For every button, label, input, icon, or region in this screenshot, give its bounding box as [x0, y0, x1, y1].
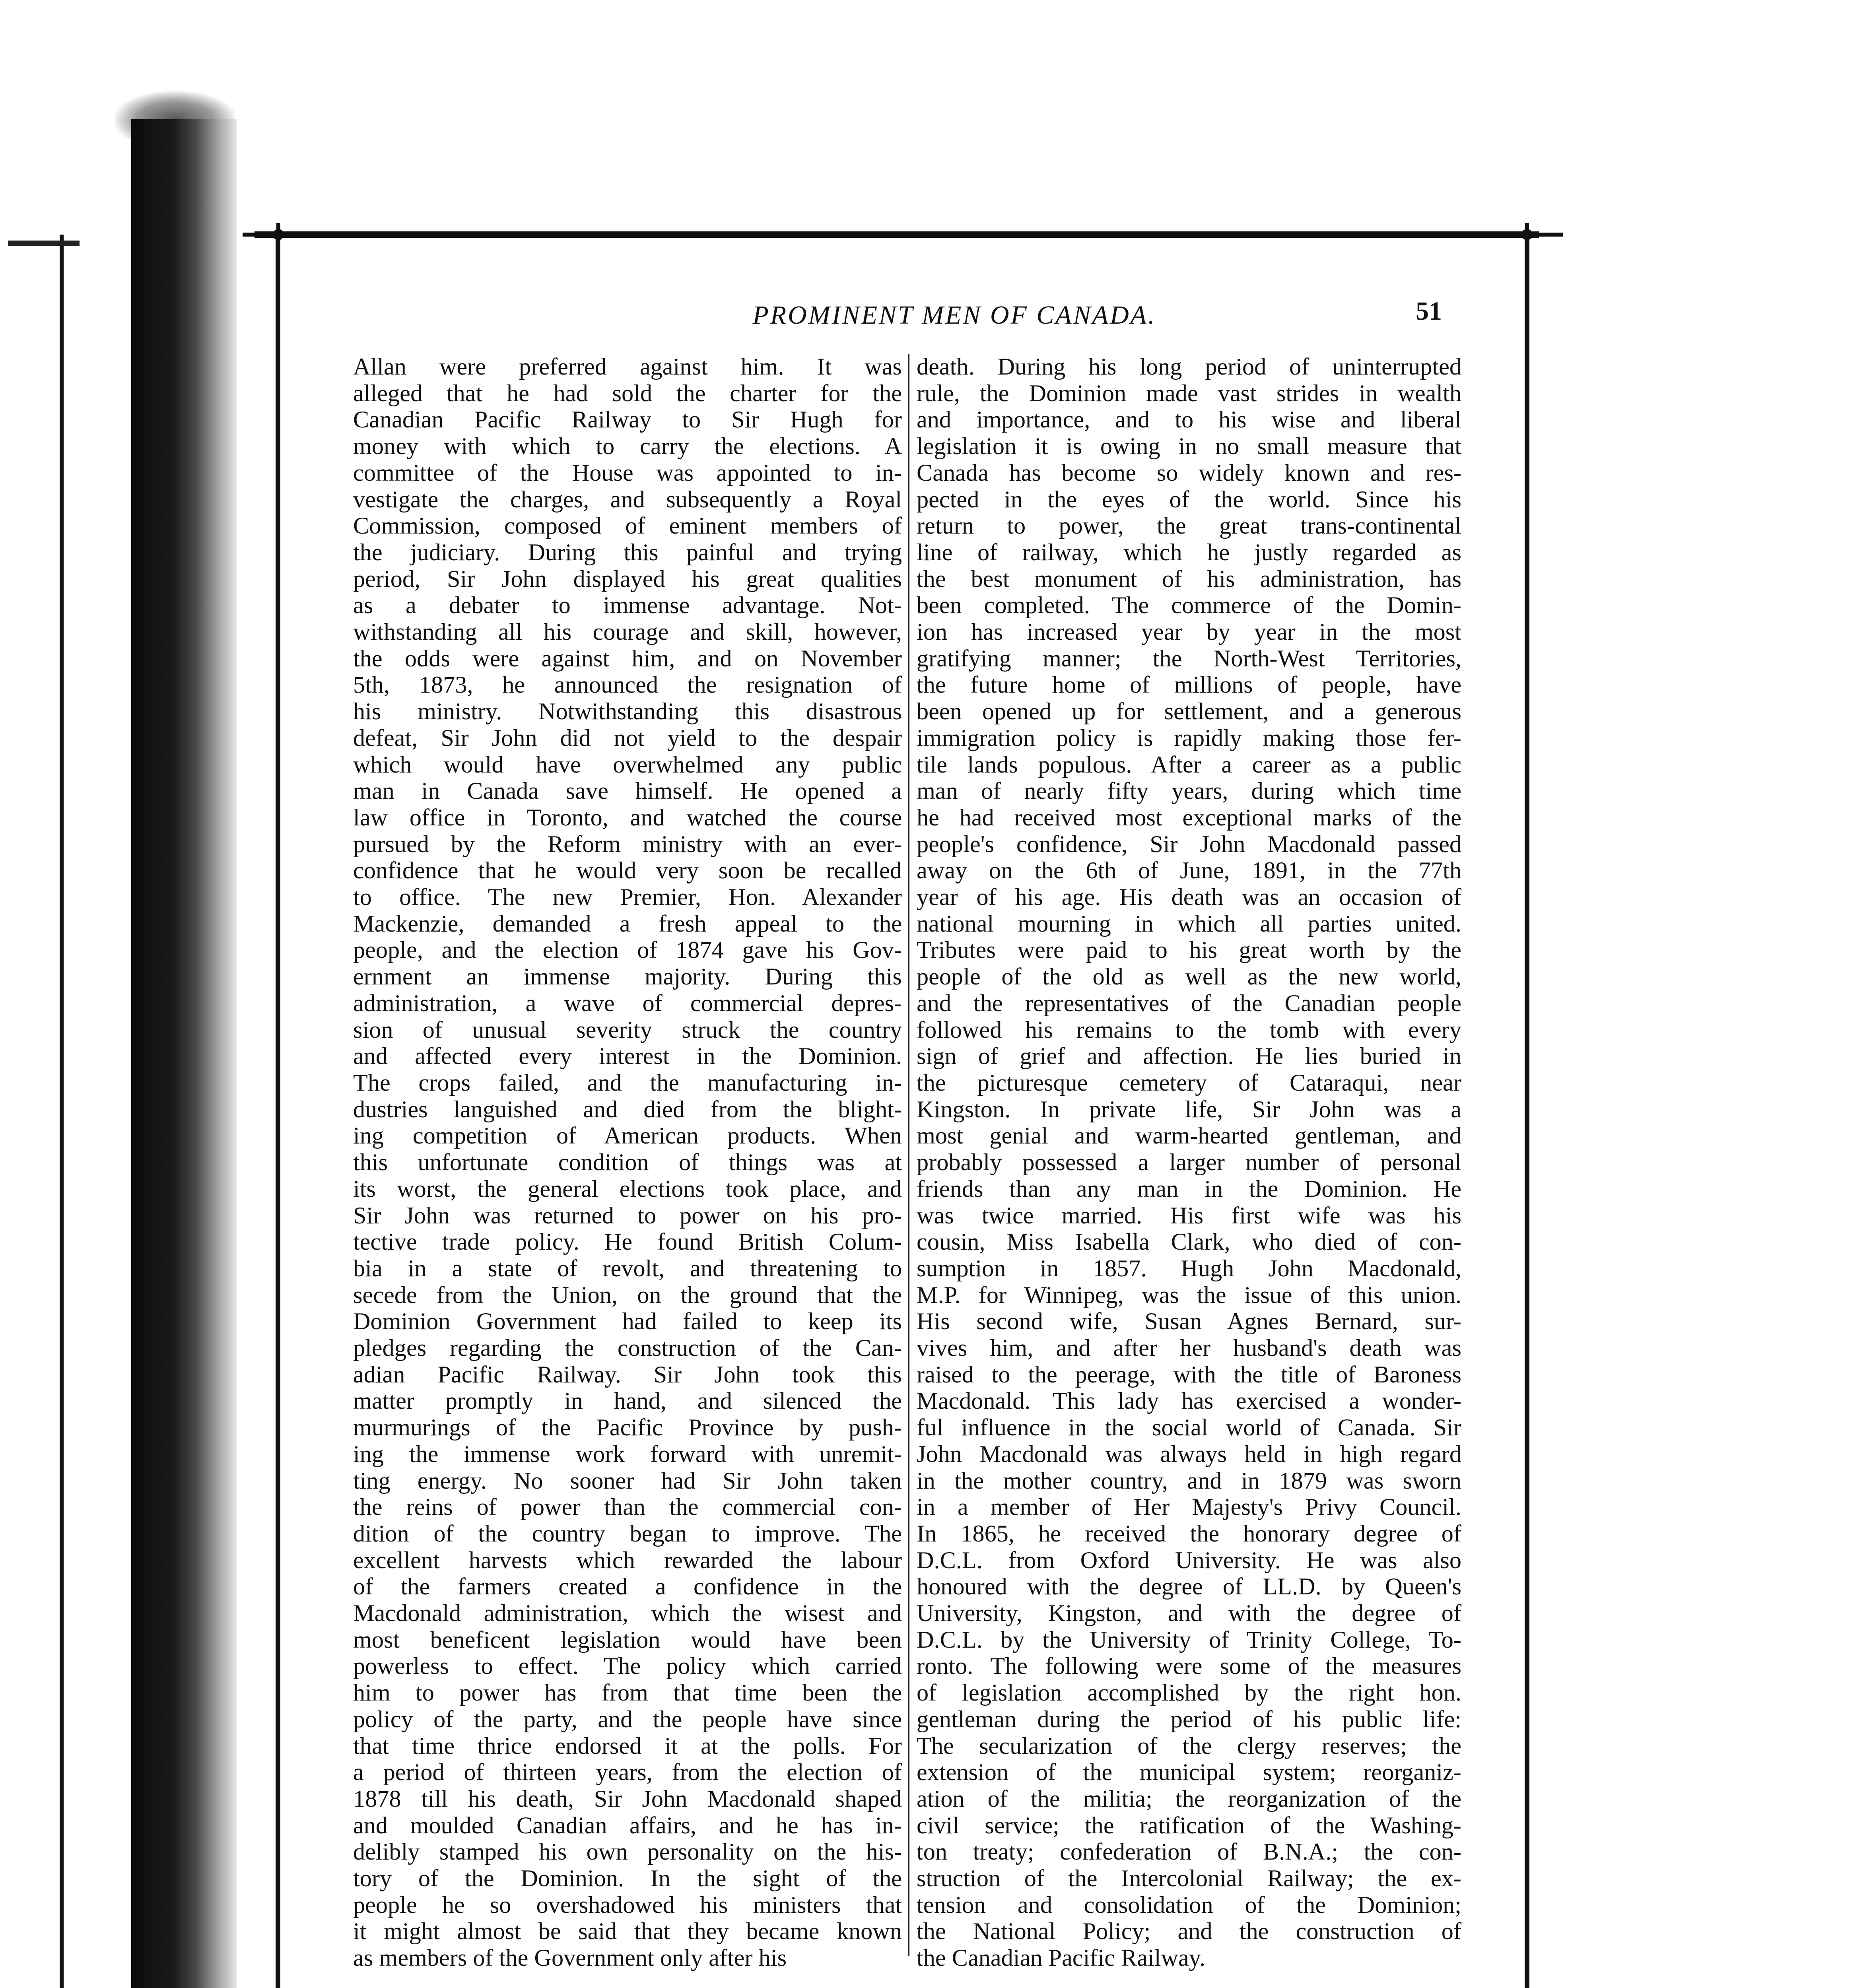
text-line: extension of the municipal system; reorganiz- — [917, 1759, 1461, 1786]
text-line: Dominion Government had failed to keep its — [353, 1308, 902, 1335]
text-line: Canada has become so widely known and res- — [917, 459, 1461, 486]
text-line: sumption in 1857. Hugh John Macdonald, — [917, 1255, 1461, 1282]
text-line: as a debater to immense advantage. Not- — [353, 592, 902, 619]
text-line: The crops failed, and the manufacturing in- — [353, 1069, 902, 1096]
text-line: adian Pacific Railway. Sir John took this — [353, 1361, 902, 1388]
text-line: the best monument of his administration, has — [917, 565, 1461, 592]
text-line: and affected every interest in the Dominion. — [353, 1043, 902, 1070]
text-line: Macdonald administration, which the wisest and — [353, 1600, 902, 1627]
text-line: policy of the party, and the people have since — [353, 1706, 902, 1733]
text-line: most genial and warm-hearted gentleman, and — [917, 1122, 1461, 1149]
text-line: 1878 till his death, Sir John Macdonald shaped — [353, 1785, 902, 1812]
text-line: in a member of Her Majesty's Privy Council. — [917, 1494, 1461, 1521]
text-line: cousin, Miss Isabella Clark, who died of con- — [917, 1229, 1461, 1256]
frame-ornament-top-left — [243, 223, 314, 247]
text-line: excellent harvests which rewarded the labour — [353, 1547, 902, 1574]
text-line: delibly stamped his own personality on the his- — [353, 1839, 902, 1866]
text-line: the odds were against him, and on November — [353, 645, 902, 672]
text-line: to office. The new Premier, Hon. Alexander — [353, 884, 902, 911]
text-line: which would have overwhelmed any public — [353, 751, 902, 778]
frame-left-rule — [276, 239, 280, 1988]
text-line: powerless to effect. The policy which carried — [353, 1653, 902, 1680]
text-line: administration, a wave of commercial depres- — [353, 990, 902, 1017]
text-line: Canadian Pacific Railway to Sir Hugh for — [353, 406, 902, 433]
text-line: of legislation accomplished by the right hon. — [917, 1679, 1461, 1706]
text-line: In 1865, he received the honorary degree of — [917, 1520, 1461, 1547]
text-line: the reins of power than the commercial con- — [353, 1494, 902, 1521]
left-column — [353, 354, 902, 1972]
text-line: most beneficent legislation would have been — [353, 1626, 902, 1653]
text-line: people of the old as well as the new world, — [917, 963, 1461, 990]
text-line: in the mother country, and in 1879 was sworn — [917, 1467, 1461, 1494]
text-line: gratifying manner; the North-West Territories, — [917, 645, 1461, 672]
text-line: money with which to carry the elections. A — [353, 433, 902, 460]
text-line: away on the 6th of June, 1891, in the 77th — [917, 857, 1461, 884]
text-line: year of his age. His death was an occasion of — [917, 884, 1461, 911]
text-line: sion of unusual severity struck the country — [353, 1016, 902, 1043]
text-line: ronto. The following were some of the measures — [917, 1653, 1461, 1680]
text-line: been completed. The commerce of the Domin- — [917, 592, 1461, 619]
frame-ornament-top-right — [1491, 223, 1563, 247]
text-line: D.C.L. by the University of Trinity College, To- — [917, 1626, 1461, 1653]
text-line: M.P. for Winnipeg, was the issue of this union. — [917, 1281, 1461, 1309]
text-line: his ministry. Notwithstanding this disastrous — [353, 698, 902, 725]
text-line: alleged that he had sold the charter for the — [353, 380, 902, 407]
text-line: death. During his long period of uninterrupted — [917, 353, 1461, 380]
text-line: His second wife, Susan Agnes Bernard, sur- — [917, 1308, 1461, 1335]
text-line: struction of the Intercolonial Railway; the ex- — [917, 1865, 1461, 1892]
text-line: a period of thirteen years, from the election of — [353, 1759, 902, 1786]
text-line: confidence that he would very soon be recalled — [353, 857, 902, 884]
text-line: pledges regarding the construction of the Can- — [353, 1335, 902, 1362]
text-line: Mackenzie, demanded a fresh appeal to the — [353, 910, 902, 937]
text-line: tective trade policy. He found British Colum- — [353, 1229, 902, 1256]
text-line: Kingston. In private life, Sir John was a — [917, 1096, 1461, 1123]
text-line: ing competition of American products. When — [353, 1122, 902, 1149]
right-column — [917, 354, 1461, 1972]
text-line: raised to the peerage, with the title of Baroness — [917, 1361, 1461, 1388]
text-line: been opened up for settlement, and a generous — [917, 698, 1461, 725]
text-line: The secularization of the clergy reserves; the — [917, 1732, 1461, 1759]
text-line: this unfortunate condition of things was at — [353, 1149, 902, 1176]
text-line: dition of the country began to improve. The — [353, 1520, 902, 1547]
text-line: tension and consolidation of the Dominion; — [917, 1891, 1461, 1918]
text-line: people, and the election of 1874 gave his Gov- — [353, 937, 902, 964]
frame-right-rule — [1525, 239, 1529, 1988]
text-line: committee of the House was appointed to in- — [353, 459, 902, 486]
text-line: vives him, and after her husband's death was — [917, 1335, 1461, 1362]
text-line: and the representatives of the Canadian people — [917, 990, 1461, 1017]
text-line: sign of grief and affection. He lies buried in — [917, 1043, 1461, 1070]
text-line: Allan were preferred against him. It was — [353, 353, 902, 380]
text-line: ernment an immense majority. During this — [353, 963, 902, 990]
text-line: murmurings of the Pacific Province by push- — [353, 1414, 902, 1441]
text-line: John Macdonald was always held in high regard — [917, 1441, 1461, 1468]
text-line: he had received most exceptional marks of the — [917, 804, 1461, 831]
text-line: man in Canada save himself. He opened a — [353, 778, 902, 805]
text-line: probably possessed a larger number of personal — [917, 1149, 1461, 1176]
text-line: dustries languished and died from the blight- — [353, 1096, 902, 1123]
text-line: the picturesque cemetery of Cataraqui, near — [917, 1069, 1461, 1096]
text-line: legislation it is owing in no small measure that — [917, 433, 1461, 460]
text-line: it might almost be said that they became known — [353, 1918, 902, 1945]
text-line: 5th, 1873, he announced the resignation of — [353, 672, 902, 699]
text-line: immigration policy is rapidly making those fer- — [917, 724, 1461, 751]
left-margin-tick-top — [8, 241, 80, 246]
text-line: the National Policy; and the construction of — [917, 1918, 1461, 1945]
text-line: bia in a state of revolt, and threatening to — [353, 1255, 902, 1282]
text-line: ion has increased year by year in the most — [917, 619, 1461, 646]
text-line: tile lands populous. After a career as a public — [917, 751, 1461, 778]
text-line: man of nearly fifty years, during which time — [917, 778, 1461, 805]
text-line: the judiciary. During this painful and trying — [353, 539, 902, 566]
text-line: Tributes were paid to his great worth by the — [917, 937, 1461, 964]
text-line: honoured with the degree of LL.D. by Queen's — [917, 1573, 1461, 1600]
text-line: tory of the Dominion. In the sight of the — [353, 1865, 902, 1892]
running-head: PROMINENT MEN OF CANADA. — [752, 301, 1156, 330]
text-line: the future home of millions of people, have — [917, 672, 1461, 699]
text-line: withstanding all his courage and skill, however, — [353, 619, 902, 646]
text-line: of the farmers created a confidence in the — [353, 1573, 902, 1600]
book-binding-gutter — [131, 119, 237, 1988]
text-line: pected in the eyes of the world. Since his — [917, 486, 1461, 513]
page-number: 51 — [1416, 297, 1442, 326]
text-line: ation of the militia; the reorganization of the — [917, 1785, 1461, 1812]
text-line: gentleman during the period of his public life: — [917, 1706, 1461, 1733]
text-line: University, Kingston, and with the degree of — [917, 1600, 1461, 1627]
text-line: Commission, composed of eminent members of — [353, 513, 902, 540]
text-line: vestigate the charges, and subsequently a Royal — [353, 486, 902, 513]
text-line: rule, the Dominion made vast strides in wealth — [917, 380, 1461, 407]
text-line: that time thrice endorsed it at the polls. For — [353, 1732, 902, 1759]
text-line: period, Sir John displayed his great qualities — [353, 565, 902, 592]
text-line: friends than any man in the Dominion. He — [917, 1175, 1461, 1202]
frame-top-rule — [255, 231, 1539, 238]
text-line: defeat, Sir John did not yield to the despair — [353, 724, 902, 751]
text-line: line of railway, which he justly regarded as — [917, 539, 1461, 566]
text-line: him to power has from that time been the — [353, 1679, 902, 1706]
text-line: secede from the Union, on the ground that the — [353, 1281, 902, 1309]
text-line: and moulded Canadian affairs, and he has in- — [353, 1812, 902, 1839]
text-line: followed his remains to the tomb with every — [917, 1016, 1461, 1043]
text-line: ting energy. No sooner had Sir John taken — [353, 1467, 902, 1494]
text-line: ing the immense work forward with unremit- — [353, 1441, 902, 1468]
column-divider — [908, 354, 909, 1956]
text-line: D.C.L. from Oxford University. He was also — [917, 1547, 1461, 1574]
text-line: pursued by the Reform ministry with an ever- — [353, 831, 902, 858]
left-margin-rule — [60, 235, 64, 1988]
text-line: matter promptly in hand, and silenced the — [353, 1388, 902, 1415]
text-line: return to power, the great trans-continental — [917, 513, 1461, 540]
text-line: law office in Toronto, and watched the course — [353, 804, 902, 831]
text-line: was twice married. His first wife was his — [917, 1202, 1461, 1229]
text-line: Sir John was returned to power on his pro- — [353, 1202, 902, 1229]
text-line: its worst, the general elections took place, and — [353, 1175, 902, 1202]
text-line: the Canadian Pacific Railway. — [917, 1945, 1206, 1972]
text-line: ton treaty; confederation of B.N.A.; the con- — [917, 1839, 1461, 1866]
text-line: people's confidence, Sir John Macdonald passed — [917, 831, 1461, 858]
text-line: as members of the Government only after his — [353, 1945, 787, 1972]
text-line: civil service; the ratification of the Washing- — [917, 1812, 1461, 1839]
text-line: national mourning in which all parties united. — [917, 910, 1461, 937]
text-line: Macdonald. This lady has exercised a wonder- — [917, 1388, 1461, 1415]
text-line: ful influence in the social world of Canada. Sir — [917, 1414, 1461, 1441]
text-line: and importance, and to his wise and liberal — [917, 406, 1461, 433]
text-line: people he so overshadowed his ministers that — [353, 1891, 902, 1918]
